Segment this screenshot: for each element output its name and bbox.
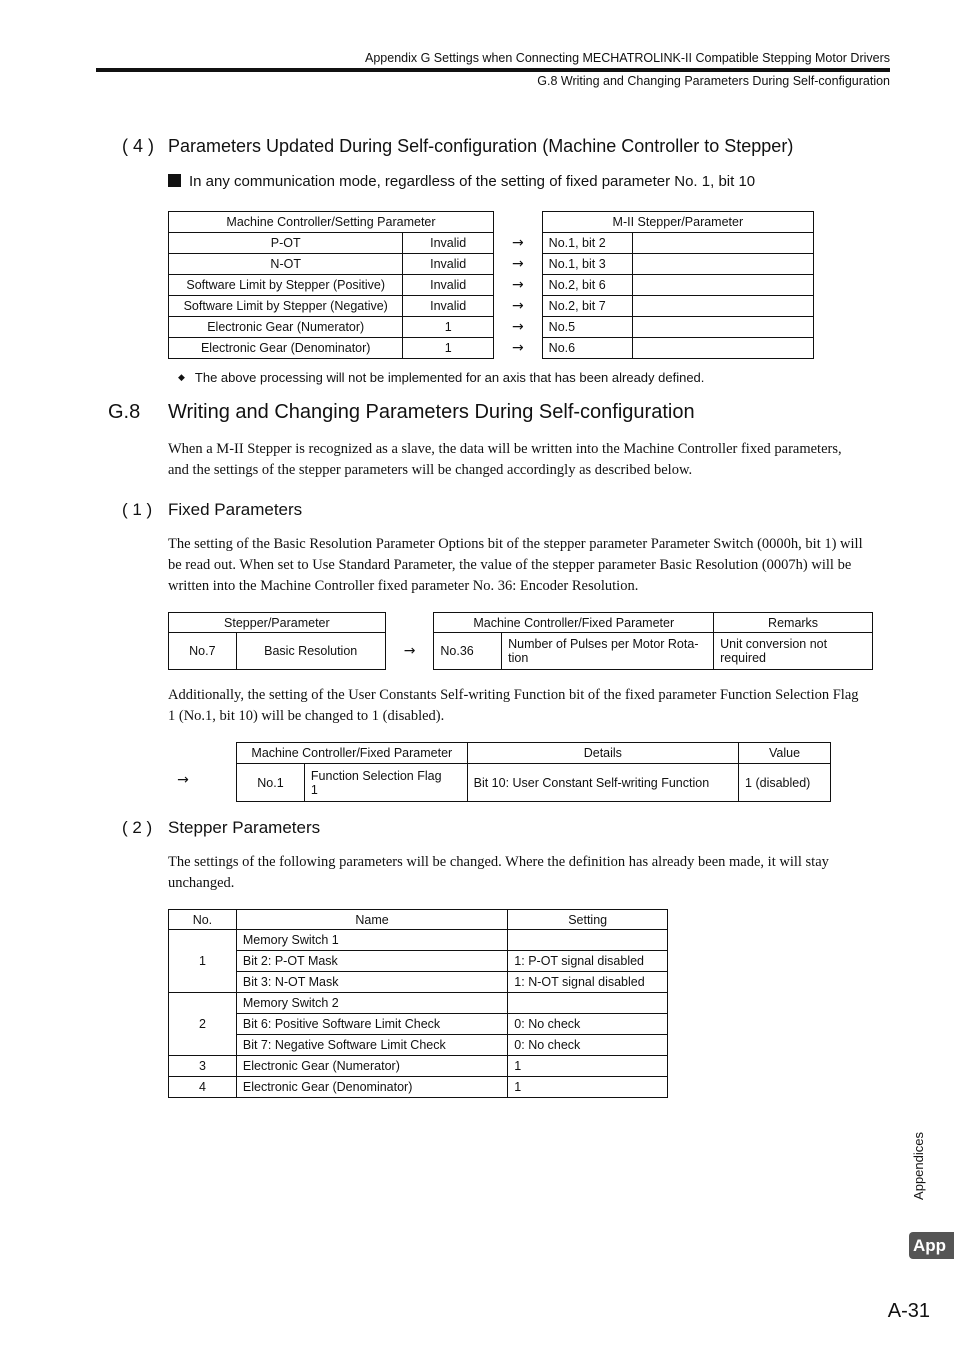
note-text: The above processing will not be implemented for an axis that has been already defined. — [194, 370, 705, 385]
fixed-params-paragraph — [168, 534, 863, 597]
function-selection-table — [236, 742, 831, 802]
mc-param-name — [502, 633, 714, 670]
row-name: Software Limit by Stepper (Negative) — [169, 296, 403, 317]
arrow-icon: → — [511, 319, 524, 335]
square-bullet-icon — [168, 174, 181, 187]
row-param: No.5 — [542, 317, 633, 338]
processing-note — [178, 370, 704, 385]
row-setting: 0: No check — [508, 1014, 668, 1035]
subsection-1-title: Fixed Parameters — [168, 500, 303, 519]
row-name: N-OT — [169, 254, 403, 275]
paragraph-line: The settings of the following parameters will be changed. Where the definition has already been made, it will stay — [168, 854, 829, 870]
row-setting — [508, 930, 668, 951]
row-setting — [508, 993, 668, 1014]
arrow-icon: → — [511, 256, 524, 272]
section-number: G.8 — [108, 401, 141, 423]
subsection-2-title: Stepper Parameters — [168, 818, 321, 837]
self-config-update-table — [168, 211, 814, 359]
table-header-details: Details — [467, 743, 738, 764]
param-name-line: Function Selection Flag — [310, 768, 442, 783]
row-blank — [633, 233, 814, 254]
row-setting: 1: N-OT signal disabled — [508, 972, 668, 993]
side-tab-label: Appendices — [911, 1132, 926, 1200]
table-row — [169, 254, 814, 275]
row-value: 1 — [403, 338, 494, 359]
arrow-icon: → — [177, 772, 189, 788]
table-row — [169, 633, 873, 670]
row-blank — [633, 338, 814, 359]
stepper-params-paragraph — [168, 852, 829, 894]
row-setting: 0: No check — [508, 1035, 668, 1056]
row-no: 1 — [169, 930, 237, 993]
table-header-remarks: Remarks — [714, 613, 873, 633]
row-name: Software Limit by Stepper (Positive) — [169, 275, 403, 296]
row-value: Invalid — [403, 275, 494, 296]
row-setting: 1 — [508, 1056, 668, 1077]
param-details: Bit 10: User Constant Self-writing Function — [467, 764, 738, 802]
row-no: 2 — [169, 993, 237, 1056]
condition-text: In any communication mode, regardless of the setting of fixed parameter No. 1, bit 10 — [189, 173, 756, 190]
intro-line: and the settings of the stepper parameters will be changed accordingly as described below. — [168, 462, 693, 478]
row-param: No.1, bit 2 — [542, 233, 633, 254]
table-row — [169, 1077, 668, 1098]
row-name: Electronic Gear (Denominator) — [169, 338, 403, 359]
stepper-param-name: Basic Resolution — [236, 633, 385, 670]
table-row — [169, 275, 814, 296]
table-header-setting: Setting — [508, 910, 668, 930]
basic-resolution-table — [168, 612, 873, 670]
row-blank — [633, 254, 814, 275]
subsection-4-title: Parameters Updated During Self-configuration (Machine Controller to Stepper) — [168, 136, 794, 156]
row-name: P-OT — [169, 233, 403, 254]
table-row — [169, 930, 668, 951]
row-name: Electronic Gear (Numerator) — [169, 317, 403, 338]
row-setting: 1 — [508, 1077, 668, 1098]
subsection-1-heading — [122, 500, 302, 520]
row-name: Electronic Gear (Denominator) — [236, 1077, 507, 1098]
mc-param-name-line: tion — [508, 651, 529, 665]
section-heading — [108, 401, 695, 424]
row-value: 1 — [403, 317, 494, 338]
stepper-params-table — [168, 909, 668, 1098]
table-row — [169, 1035, 668, 1056]
table-header-mc: Machine Controller/Setting Parameter — [169, 212, 494, 233]
page-number: A-31 — [887, 1300, 930, 1322]
table-header-mc: Machine Controller/Fixed Parameter — [434, 613, 714, 633]
mc-param-name-line: Number of Pulses per Motor Rota- — [508, 637, 699, 651]
table-row — [169, 338, 814, 359]
row-no: 3 — [169, 1056, 237, 1077]
row-param: No.2, bit 6 — [542, 275, 633, 296]
remarks — [714, 633, 873, 670]
param-value: 1 (disabled) — [739, 764, 831, 802]
header-rule — [96, 68, 890, 72]
paragraph-line: be read out. When set to Use Standard Parameter, the value of the stepper parameter Basic Resolution (0007h) will be — [168, 557, 852, 573]
row-name: Bit 2: P-OT Mask — [236, 951, 507, 972]
table-row — [169, 993, 668, 1014]
table-header-mc: Machine Controller/Fixed Parameter — [237, 743, 468, 764]
subsection-4-heading — [122, 136, 793, 157]
table-header-name: Name — [236, 910, 507, 930]
running-header-chapter: Appendix G Settings when Connecting MECHATROLINK-II Compatible Stepping Motor Drivers — [365, 51, 890, 65]
row-name: Bit 7: Negative Software Limit Check — [236, 1035, 507, 1056]
table-row — [169, 951, 668, 972]
row-value: Invalid — [403, 233, 494, 254]
row-blank — [633, 317, 814, 338]
param-no: No.1 — [237, 764, 305, 802]
param-name-line: 1 — [310, 782, 318, 797]
row-value: Invalid — [403, 254, 494, 275]
param-name — [304, 764, 467, 802]
remarks-line: required — [720, 651, 766, 665]
row-name: Memory Switch 2 — [236, 993, 507, 1014]
table-row — [169, 233, 814, 254]
table-row — [169, 296, 814, 317]
table-header-stepper: M-II Stepper/Parameter — [542, 212, 813, 233]
row-param: No.2, bit 7 — [542, 296, 633, 317]
row-param: No.6 — [542, 338, 633, 359]
subsection-4-number: ( 4 ) — [122, 136, 155, 156]
paragraph-line: unchanged. — [168, 875, 235, 891]
arrow-icon: → — [511, 340, 524, 356]
table-row — [237, 764, 831, 802]
row-name: Memory Switch 1 — [236, 930, 507, 951]
row-blank — [633, 275, 814, 296]
subsection-2-number: ( 2 ) — [122, 818, 153, 837]
table-header-stepper: Stepper/Parameter — [169, 613, 386, 633]
table-row — [169, 317, 814, 338]
additional-paragraph — [168, 685, 859, 727]
table-header-value: Value — [739, 743, 831, 764]
table-row — [169, 972, 668, 993]
row-setting: 1: P-OT signal disabled — [508, 951, 668, 972]
diamond-bullet-icon: ◆ — [178, 372, 185, 382]
subsection-2-heading — [122, 818, 320, 838]
remarks-line: Unit conversion not — [720, 637, 828, 651]
row-name: Electronic Gear (Numerator) — [236, 1056, 507, 1077]
paragraph-line: written into the Machine Controller fixed parameter No. 36: Encoder Resolution. — [168, 578, 639, 594]
stepper-param-no: No.7 — [169, 633, 237, 670]
row-value: Invalid — [403, 296, 494, 317]
table-row — [169, 1014, 668, 1035]
paragraph-line: Additionally, the setting of the User Constants Self-writing Function bit of the fixed parameter Function Selection Flag — [168, 687, 859, 703]
arrow-icon: → — [511, 277, 524, 293]
paragraph-line: The setting of the Basic Resolution Parameter Options bit of the stepper parameter Parameter Switch (0000h, bit 1) will — [168, 536, 863, 552]
arrow-icon: → — [511, 298, 524, 314]
arrow-icon: → — [403, 643, 416, 659]
mc-param-no: No.36 — [434, 633, 502, 670]
row-blank — [633, 296, 814, 317]
app-badge: App — [909, 1232, 954, 1259]
intro-line: When a M-II Stepper is recognized as a slave, the data will be written into the Machine Controller fixed parameters, — [168, 441, 842, 457]
table-row — [169, 1056, 668, 1077]
running-header-section: G.8 Writing and Changing Parameters During Self-configuration — [537, 74, 890, 88]
subsection-1-number: ( 1 ) — [122, 500, 153, 519]
row-name: Bit 6: Positive Software Limit Check — [236, 1014, 507, 1035]
section-title: Writing and Changing Parameters During Self-configuration — [168, 401, 695, 423]
table-header-no: No. — [169, 910, 237, 930]
condition-bullet — [168, 173, 755, 190]
paragraph-line: 1 (No.1, bit 10) will be changed to 1 (disabled). — [168, 708, 445, 724]
section-intro — [168, 439, 842, 481]
row-name: Bit 3: N-OT Mask — [236, 972, 507, 993]
row-no: 4 — [169, 1077, 237, 1098]
arrow-icon: → — [511, 235, 524, 251]
row-param: No.1, bit 3 — [542, 254, 633, 275]
